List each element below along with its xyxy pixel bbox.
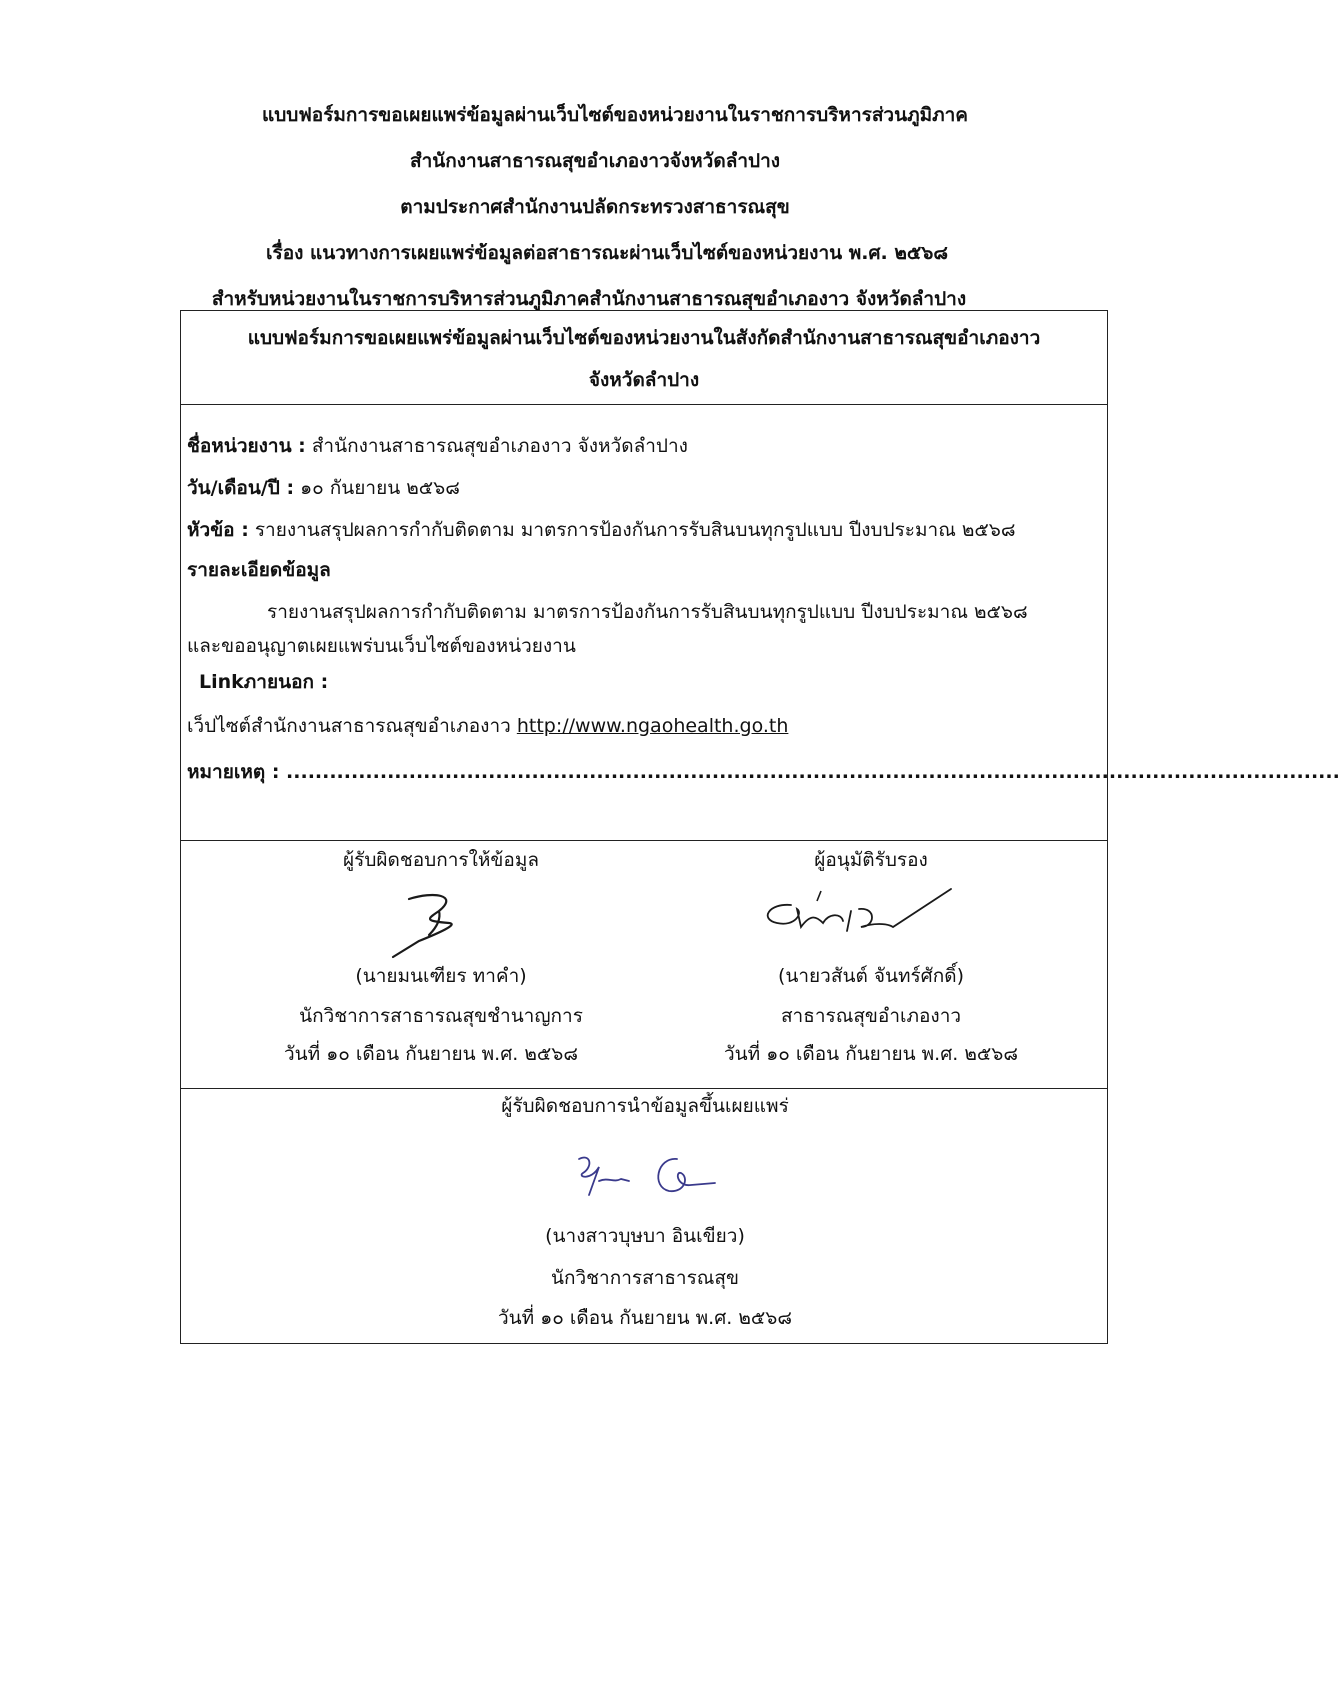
note-label: หมายเหตุ : — [187, 761, 280, 783]
provider-signature-block — [261, 841, 621, 1089]
website-label: เว็ปไซต์สำนักงานสาธารณสุขอำเภองาว — [187, 715, 517, 737]
topic-row — [187, 515, 1015, 545]
external-link-label: Linkภายนอก : — [199, 671, 329, 693]
header-line-4: เรื่อง แนวทางการเผยแพร่ข้อมูลต่อสาธารณะผ่านเว็บไซต์ของหน่วยงาน พ.ศ. ๒๕๖๘ — [266, 242, 948, 264]
header-line-1: แบบฟอร์มการขอเผยแพร่ข้อมูลผ่านเว็บไซต์ของหน่วยงานในราชการบริหารส่วนภูมิภาค — [261, 104, 969, 126]
provider-name: (นายมนเฑียร ทาคำ) — [355, 965, 527, 987]
approver-position: สาธารณสุขอำเภองาว — [780, 1005, 962, 1027]
publisher-position: นักวิชาการสาธารณสุข — [550, 1267, 740, 1289]
provider-date: วันที่ ๑๐ เดือน กันยายน พ.ศ. ๒๕๖๘ — [284, 1043, 578, 1065]
details-label: รายละเอียดข้อมูล — [187, 559, 331, 581]
agency-row — [187, 431, 688, 461]
details-line-1: รายงานสรุปผลการกำกับติดตาม มาตรการป้องกันการรับสินบนทุกรูปแบบ ปีงบประมาณ ๒๕๖๘ — [267, 601, 1028, 623]
header-line-3: ตามประกาศสำนักงานปลัดกระทรวงสาธารณสุข — [400, 196, 790, 218]
publisher-role: ผู้รับผิดชอบการนำข้อมูลขึ้นเผยแพร่ — [501, 1095, 789, 1117]
signatures-section — [181, 841, 1107, 1089]
form-details-section — [181, 405, 1340, 841]
approver-signature-icon — [751, 883, 961, 953]
approver-signature-block — [691, 841, 1051, 1089]
publisher-date: วันที่ ๑๐ เดือน กันยายน พ.ศ. ๒๕๖๘ — [498, 1307, 792, 1329]
approver-date: วันที่ ๑๐ เดือน กันยายน พ.ศ. ๒๕๖๘ — [724, 1043, 1018, 1065]
approver-role: ผู้อนุมัติรับรอง — [814, 849, 928, 871]
form-title-line-1: แบบฟอร์มการขอเผยแพร่ข้อมูลผ่านเว็บไซต์ของหน่วยงานในสังกัดสำนักงานสาธารณสุขอำเภองาว — [247, 327, 1041, 349]
website-row — [187, 711, 788, 741]
agency-value: สำนักงานสาธารณสุขอำเภองาว จังหวัดลำปาง — [305, 435, 688, 457]
details-line-2: และขออนุญาตเผยแพร่บนเว็บไซต์ของหน่วยงาน — [187, 635, 576, 657]
date-row — [187, 473, 460, 503]
publisher-section — [181, 1089, 1107, 1343]
publisher-signature-icon — [565, 1147, 735, 1207]
website-link[interactable]: http://www.ngaohealth.go.th — [516, 715, 789, 737]
provider-role: ผู้รับผิดชอบการให้ข้อมูล — [343, 849, 539, 871]
form-title-section — [181, 311, 1107, 405]
publication-form — [180, 310, 1340, 1344]
header-line-5: สำหรับหน่วยงานในราชการบริหารส่วนภูมิภาคสำนักงานสาธารณสุขอำเภองาว จังหวัดลำปาง — [211, 288, 967, 310]
note-row — [187, 757, 1340, 787]
publisher-signature-block — [465, 1089, 825, 1343]
agency-label: ชื่อหน่วยงาน : — [187, 435, 306, 457]
approver-name: (นายวสันต์ จันทร์ศักดิ์) — [777, 965, 964, 987]
provider-signature-icon — [379, 891, 489, 961]
provider-position: นักวิชาการสาธารณสุขชำนาญการ — [299, 1005, 583, 1027]
date-value: ๑๐ กันยายน ๒๕๖๘ — [294, 477, 460, 499]
date-label: วัน/เดือน/ปี : — [187, 477, 295, 499]
publisher-name: (นางสาวบุษบา อินเขียว) — [545, 1225, 745, 1247]
form-title-line-2: จังหวัดลำปาง — [588, 369, 700, 391]
document-header — [0, 92, 1190, 322]
header-line-2: สำนักงานสาธารณสุขอำเภองาวจังหวัดลำปาง — [409, 150, 781, 172]
topic-value: รายงานสรุปผลการกำกับติดตาม มาตรการป้องกันการรับสินบนทุกรูปแบบ ปีงบประมาณ ๒๕๖๘ — [248, 519, 1016, 541]
topic-label: หัวข้อ : — [187, 519, 249, 541]
note-dots: .................................................................................................................................................. — [279, 761, 1340, 783]
